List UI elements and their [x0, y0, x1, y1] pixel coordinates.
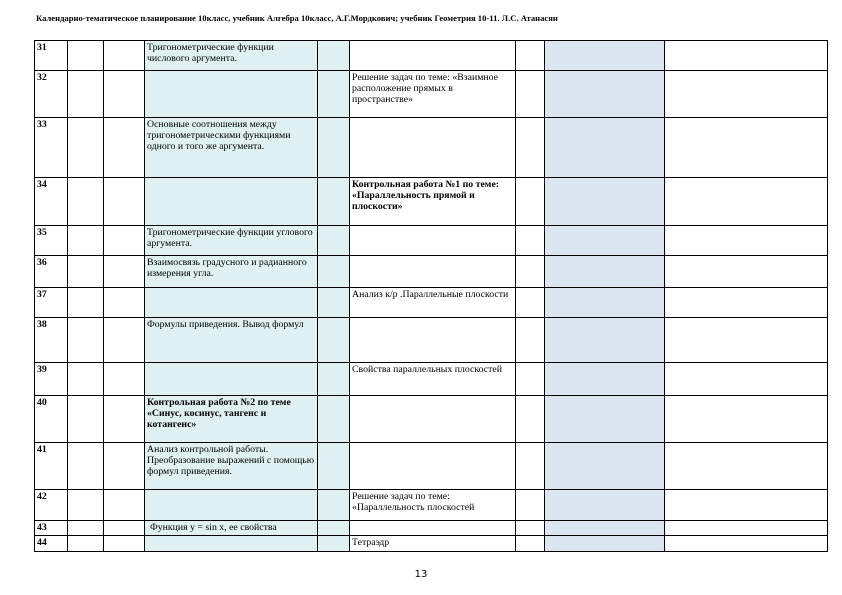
shaded-cell — [545, 521, 665, 536]
algebra-topic: Тригонометрические функции числового аргумента. — [145, 41, 318, 71]
geometry-topic: Тетраэдр — [350, 536, 516, 552]
date-plan-cell — [68, 490, 104, 521]
algebra-hours — [318, 178, 350, 226]
geometry-hours — [516, 288, 545, 318]
table-row — [35, 536, 828, 552]
geometry-topic — [350, 118, 516, 178]
lesson-number: 33 — [35, 118, 68, 178]
shaded-cell — [545, 71, 665, 118]
geometry-topic: Решение задач по теме: «Параллельность плоскостей — [350, 490, 516, 521]
table-row — [35, 396, 828, 443]
geometry-hours — [516, 396, 545, 443]
lesson-number: 43 — [35, 521, 68, 536]
notes-cell — [665, 288, 828, 318]
date-fact-cell — [104, 396, 145, 443]
date-plan-cell — [68, 226, 104, 256]
algebra-hours — [318, 256, 350, 288]
table-row — [35, 256, 828, 288]
shaded-cell — [545, 256, 665, 288]
date-plan-cell — [68, 71, 104, 118]
geometry-hours — [516, 443, 545, 490]
date-plan-cell — [68, 536, 104, 552]
geometry-hours — [516, 521, 545, 536]
notes-cell — [665, 521, 828, 536]
geometry-hours — [516, 256, 545, 288]
geometry-topic — [350, 256, 516, 288]
date-fact-cell — [104, 226, 145, 256]
algebra-topic: Взаимосвязь градусного и радианного измерения угла. — [145, 256, 318, 288]
date-plan-cell — [68, 256, 104, 288]
date-fact-cell — [104, 178, 145, 226]
algebra-topic — [145, 536, 318, 552]
geometry-topic — [350, 396, 516, 443]
algebra-topic: Тригонометрические функции углового аргумента. — [145, 226, 318, 256]
table-row — [35, 71, 828, 118]
table-row — [35, 318, 828, 363]
date-plan-cell — [68, 318, 104, 363]
date-fact-cell — [104, 443, 145, 490]
algebra-hours — [318, 490, 350, 521]
geometry-topic: Анализ к/р .Параллельные плоскости — [350, 288, 516, 318]
date-fact-cell — [104, 118, 145, 178]
notes-cell — [665, 396, 828, 443]
lesson-number: 35 — [35, 226, 68, 256]
geometry-topic: Свойства параллельных плоскостей — [350, 363, 516, 396]
geometry-hours — [516, 536, 545, 552]
date-plan-cell — [68, 443, 104, 490]
date-fact-cell — [104, 536, 145, 552]
page-header: Календарно-тематическое планирование 10класс, учебник Алгебра 10класс, А.Г.Мордкович; учебник Геометрия 10-11. Л.С. Атанасян — [36, 13, 558, 23]
geometry-hours — [516, 318, 545, 363]
shaded-cell — [545, 536, 665, 552]
lesson-number: 31 — [35, 41, 68, 71]
geometry-hours — [516, 226, 545, 256]
geometry-topic — [350, 443, 516, 490]
lesson-number: 40 — [35, 396, 68, 443]
geometry-hours — [516, 178, 545, 226]
algebra-hours — [318, 363, 350, 396]
algebra-hours — [318, 443, 350, 490]
algebra-hours — [318, 318, 350, 363]
lesson-plan-table — [34, 40, 828, 552]
algebra-topic: Анализ контрольной работы. Преобразование выражений с помощью формул приведения. — [145, 443, 318, 490]
table-row — [35, 178, 828, 226]
algebra-hours — [318, 396, 350, 443]
shaded-cell — [545, 226, 665, 256]
date-fact-cell — [104, 41, 145, 71]
shaded-cell — [545, 396, 665, 443]
table-row — [35, 41, 828, 71]
algebra-topic — [145, 178, 318, 226]
geometry-hours — [516, 490, 545, 521]
shaded-cell — [545, 41, 665, 71]
algebra-hours — [318, 71, 350, 118]
algebra-topic: Функция y = sin x, ее свойства — [145, 521, 318, 536]
date-plan-cell — [68, 363, 104, 396]
lesson-number: 34 — [35, 178, 68, 226]
notes-cell — [665, 490, 828, 521]
date-plan-cell — [68, 288, 104, 318]
geometry-topic: Контрольная работа №1 по теме: «Параллельность прямой и плоскости» — [350, 178, 516, 226]
shaded-cell — [545, 288, 665, 318]
date-plan-cell — [68, 118, 104, 178]
algebra-hours — [318, 41, 350, 71]
date-fact-cell — [104, 71, 145, 118]
shaded-cell — [545, 118, 665, 178]
shaded-cell — [545, 178, 665, 226]
lesson-number: 38 — [35, 318, 68, 363]
algebra-topic: Основные соотношения между тригонометрическими функциями одного и того же аргумента. — [145, 118, 318, 178]
algebra-topic: Формулы приведения. Вывод формул — [145, 318, 318, 363]
geometry-topic — [350, 521, 516, 536]
table-row — [35, 226, 828, 256]
geometry-hours — [516, 363, 545, 396]
geometry-topic: Решение задач по теме: «Взаимное расположение прямых в пространстве» — [350, 71, 516, 118]
algebra-topic — [145, 490, 318, 521]
algebra-topic — [145, 363, 318, 396]
notes-cell — [665, 178, 828, 226]
notes-cell — [665, 71, 828, 118]
notes-cell — [665, 226, 828, 256]
table-row — [35, 521, 828, 536]
algebra-hours — [318, 536, 350, 552]
geometry-hours — [516, 71, 545, 118]
lesson-number: 41 — [35, 443, 68, 490]
geometry-hours — [516, 41, 545, 71]
algebra-hours — [318, 288, 350, 318]
lesson-number: 44 — [35, 536, 68, 552]
lesson-number: 36 — [35, 256, 68, 288]
algebra-topic — [145, 288, 318, 318]
table-row — [35, 288, 828, 318]
notes-cell — [665, 41, 828, 71]
date-plan-cell — [68, 178, 104, 226]
geometry-topic — [350, 41, 516, 71]
date-fact-cell — [104, 521, 145, 536]
notes-cell — [665, 256, 828, 288]
table-row — [35, 363, 828, 396]
notes-cell — [665, 363, 828, 396]
date-fact-cell — [104, 256, 145, 288]
table-row — [35, 443, 828, 490]
notes-cell — [665, 536, 828, 552]
date-plan-cell — [68, 521, 104, 536]
date-fact-cell — [104, 490, 145, 521]
shaded-cell — [545, 490, 665, 521]
lesson-number: 37 — [35, 288, 68, 318]
date-fact-cell — [104, 363, 145, 396]
lesson-number: 32 — [35, 71, 68, 118]
geometry-hours — [516, 118, 545, 178]
notes-cell — [665, 443, 828, 490]
shaded-cell — [545, 363, 665, 396]
table-row — [35, 490, 828, 521]
algebra-topic: Контрольная работа №2 по теме «Синус, косинус, тангенс и котангенс» — [145, 396, 318, 443]
table-row — [35, 118, 828, 178]
date-fact-cell — [104, 288, 145, 318]
geometry-topic — [350, 318, 516, 363]
algebra-hours — [318, 521, 350, 536]
algebra-hours — [318, 118, 350, 178]
date-plan-cell — [68, 41, 104, 71]
shaded-cell — [545, 443, 665, 490]
lesson-number: 39 — [35, 363, 68, 396]
lesson-number: 42 — [35, 490, 68, 521]
notes-cell — [665, 318, 828, 363]
page-number: 13 — [414, 569, 428, 580]
shaded-cell — [545, 318, 665, 363]
geometry-topic — [350, 226, 516, 256]
algebra-topic — [145, 71, 318, 118]
date-fact-cell — [104, 318, 145, 363]
algebra-hours — [318, 226, 350, 256]
date-plan-cell — [68, 396, 104, 443]
notes-cell — [665, 118, 828, 178]
